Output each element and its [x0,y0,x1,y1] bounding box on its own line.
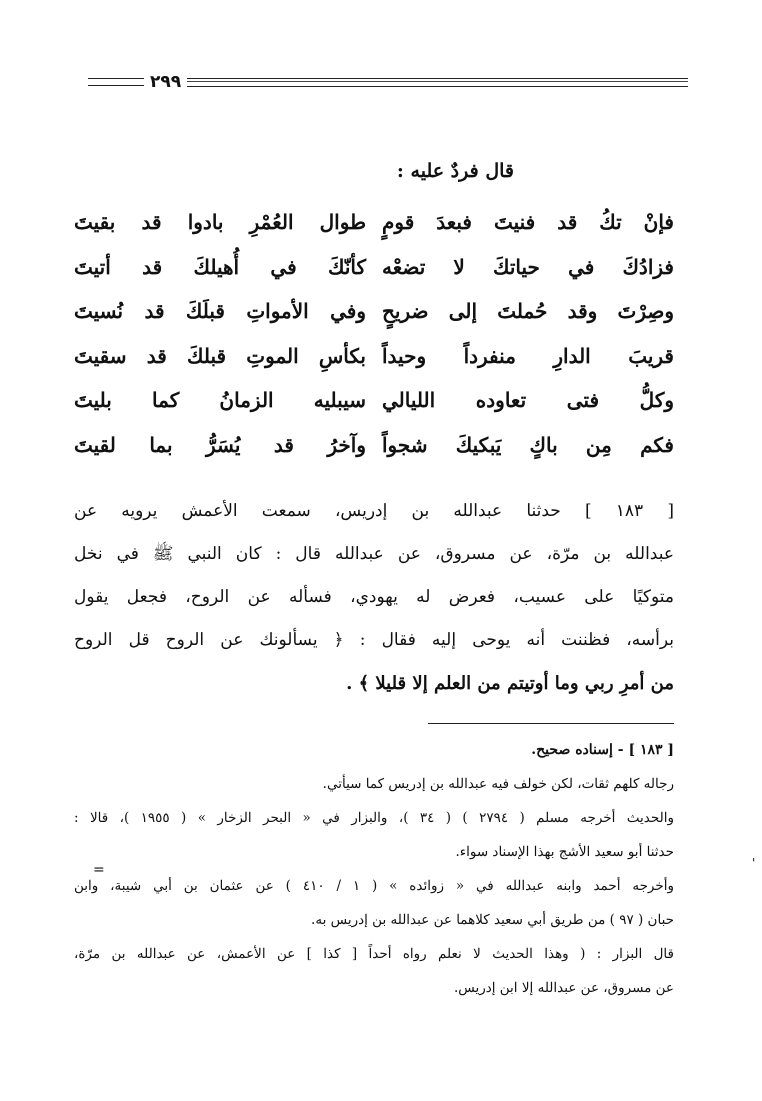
continuation-mark: = [93,862,105,878]
footnote-line: حبان ( ٩٧ ) من طريق أبي سعيد كلاهما عن عبدالله بن إدريس به. [311,912,674,928]
verse-second-hemistich: وفي الأمواتِ قبلَكَ قد نُسيتَ [74,299,366,324]
quran-verse-line: من أمرِ ربي وما أوتيتم من العلم إلا قليلا ﴾ . [346,673,674,694]
page-number: ٢٩٩ [150,72,182,92]
hadith-line: [ ١٨٣ ] حدثنا عبدالله بن إدريس، سمعت الأعمش يرويه عن [74,501,674,521]
poem-verse [74,245,674,290]
footnote-heading: [ ١٨٣ ] - إسناده صحيح. [531,742,674,758]
poem-verse [74,334,674,379]
verse-first-hemistich: وصِرْتَ وقد حُملتَ إلى ضريحٍ [382,299,674,324]
margin-dot: ' [752,856,756,870]
verse-first-hemistich: فزادُكَ في حياتكَ لا تضعْه [382,254,674,279]
footnote-line: والحديث أخرجه مسلم ( ٢٧٩٤ ) ( ٣٤ )، والبزار في « البحر الزخار » ( ١٩٥٥ )، قالا : [74,810,674,826]
poem [74,200,674,467]
hadith-text [74,490,674,705]
page-header [88,70,688,94]
footnote-divider [428,723,674,724]
footnote-line: عن مسروق، عن عبدالله إلا ابن إدريس. [453,980,674,996]
verse-second-hemistich: وآخرُ قد يُسَرُّ بما لقيتَ [74,432,366,457]
footnote-line: حدثنا أبو سعيد الأشج بهذا الإسناد سواء. [455,844,674,860]
footnote-line: قال البزار : ( وهذا الحديث لا نعلم رواه أحداً [ كذا ] عن الأعمش، عن عبدالله بن مرّة، [74,946,674,962]
verse-first-hemistich: وكلُّ فتى تعاوده الليالي [382,388,674,413]
poem-verse [74,378,674,423]
footnote-line: وأخرجه أحمد وابنه عبدالله في « زوائده » ( ١ / ٤١٠ ) عن عثمان بن أبي شيبة، وابن [74,878,674,894]
poem-verse [74,289,674,334]
verse-second-hemistich: سيبليه الزمانُ كما بليتَ [74,388,366,413]
verse-first-hemistich: قريبَ الدارِ منفرداً وحيداً [382,343,674,368]
footnote-line: رجاله كلهم ثقات، لكن خولف فيه عبدالله بن إدريس كما سيأتي. [322,776,674,792]
hadith-line: عبدالله بن مرّة، عن مسروق، عن عبدالله قال : كان النبي ﷺ في نخل [74,544,674,564]
verse-second-hemistich: بكأسِ الموتِ قبلكَ قد سقيتَ [74,343,366,368]
poem-verse [74,200,674,245]
hadith-line: متوكيًا على عسيب، فعرض له يهودي، فسأله عن الروح، فجعل يقول [74,587,674,607]
poem-verse [74,423,674,468]
verse-first-hemistich: فإنْ تكُ قد فنيتَ فبعدَ قومٍ [382,210,674,235]
header-rule [187,78,688,87]
hadith-line: برأسه، فظننت أنه يوحى إليه فقال : ﴿ يسألونك عن الروح قل الروح [74,630,674,650]
verse-first-hemistich: فكم مِن باكٍ يَبكيكَ شجواً [382,432,674,457]
verse-second-hemistich: كأنّكَ في أُهيلكَ قد أتيتَ [74,254,366,279]
poem-intro: قال فردٌ عليه : [396,160,514,182]
header-rule-left [88,78,144,86]
verse-second-hemistich: طوال العُمْرِ بادوا قد بقيتَ [74,210,366,235]
footnotes [74,733,674,1005]
